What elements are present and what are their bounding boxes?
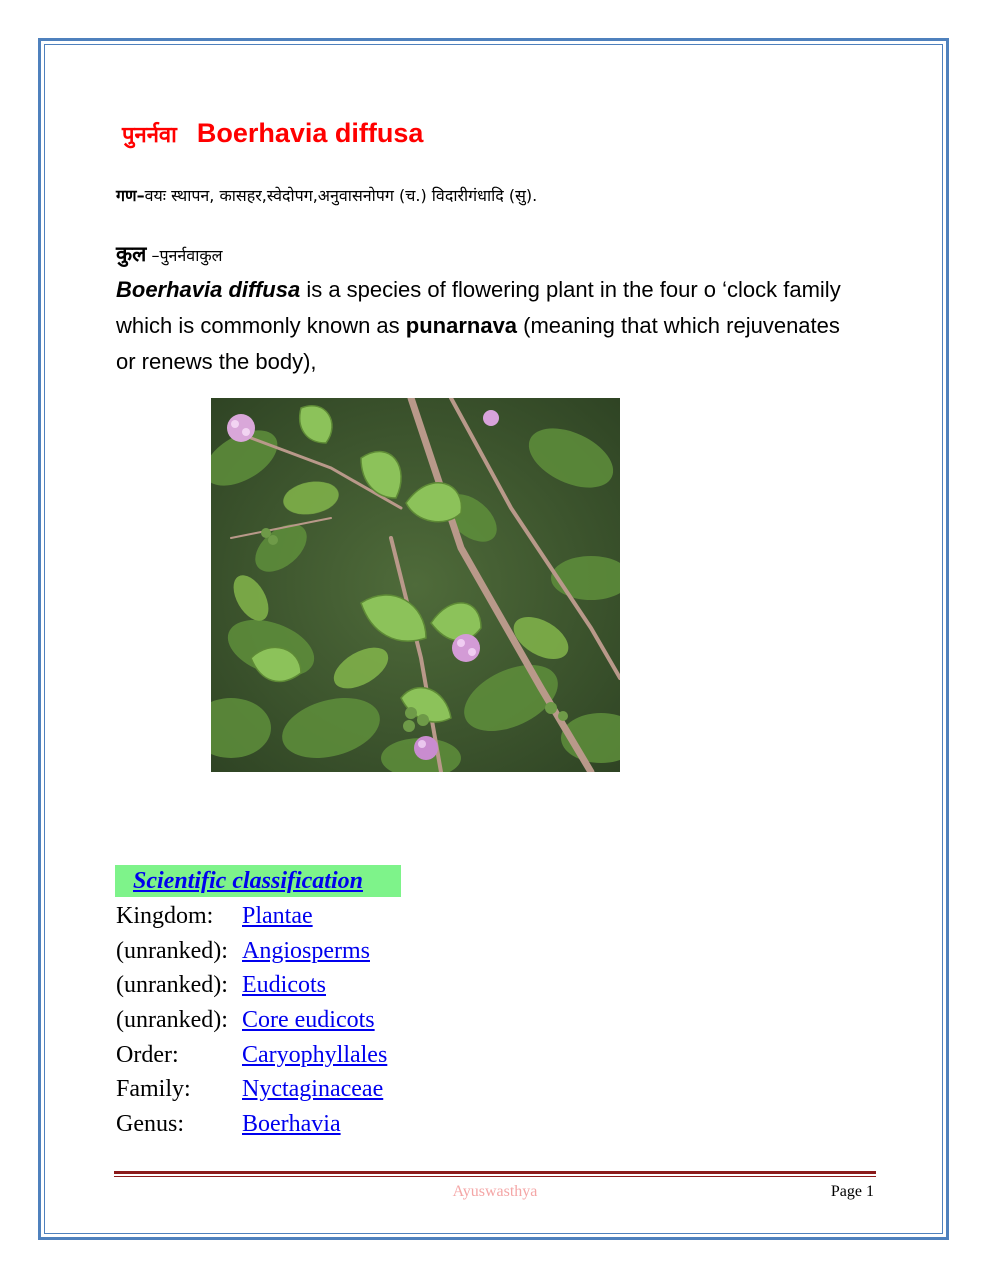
taxon-link-order[interactable]: Caryophyllales <box>242 1041 388 1068</box>
plant-photo-illustration <box>211 398 620 772</box>
plant-photo <box>211 398 620 772</box>
rank-label: (unranked): <box>116 937 228 964</box>
rank-label: Genus: <box>116 1110 184 1137</box>
intro-text-1: is a species of flowering plant in the four o ‘clock family which is commonly known as <box>116 277 841 338</box>
intro-text-2: (meaning that which rejuvenates or renews the body), <box>116 313 840 374</box>
title-latin: Boerhavia diffusa <box>196 118 424 148</box>
taxon-link-clade-3[interactable]: Core eudicots <box>242 1006 375 1033</box>
table-row <box>116 1038 387 1073</box>
taxon-link-kingdom[interactable]: Plantae <box>242 902 313 929</box>
footer-brand: Ayuswasthya <box>452 1183 538 1200</box>
table-row <box>116 934 387 969</box>
intro-paragraph <box>116 272 856 380</box>
kula-line <box>116 240 223 268</box>
gana-label: गण– <box>116 186 145 205</box>
kula-text: –पुनर्नवाकुल <box>146 246 223 265</box>
rank-label: Family: <box>116 1076 191 1103</box>
kula-label: कुल <box>116 242 147 266</box>
gana-line <box>116 184 537 206</box>
rank-label: (unranked): <box>116 972 228 999</box>
classification-heading[interactable]: Scientific classification <box>115 865 401 897</box>
footer-rule-thin <box>114 1176 876 1177</box>
page-number: Page 1 <box>830 1183 874 1200</box>
table-row <box>116 1072 387 1107</box>
rank-label: Kingdom: <box>116 902 214 929</box>
page-title <box>122 118 423 149</box>
table-row <box>116 1003 387 1038</box>
gana-text: वयः स्थापन, कासहर,स्वेदोपग,अनुवासनोपग (च.) विदारीगंधादि (सु). <box>144 186 538 205</box>
taxon-link-family[interactable]: Nyctaginaceae <box>242 1076 384 1103</box>
table-row <box>116 968 387 1003</box>
taxon-link-genus[interactable]: Boerhavia <box>242 1110 341 1137</box>
intro-species: Boerhavia diffusa <box>116 277 301 302</box>
taxon-link-clade-2[interactable]: Eudicots <box>242 972 326 999</box>
rank-label: Order: <box>116 1041 179 1068</box>
footer-rule <box>114 1171 876 1174</box>
taxon-link-clade-1[interactable]: Angiosperms <box>242 937 370 964</box>
rank-label: (unranked): <box>116 1006 228 1033</box>
table-row <box>116 899 387 934</box>
intro-common-name: punarnava <box>405 313 518 338</box>
classification-table <box>116 899 387 1142</box>
table-row <box>116 1107 387 1142</box>
title-hindi: पुनर्नवा <box>122 123 177 148</box>
